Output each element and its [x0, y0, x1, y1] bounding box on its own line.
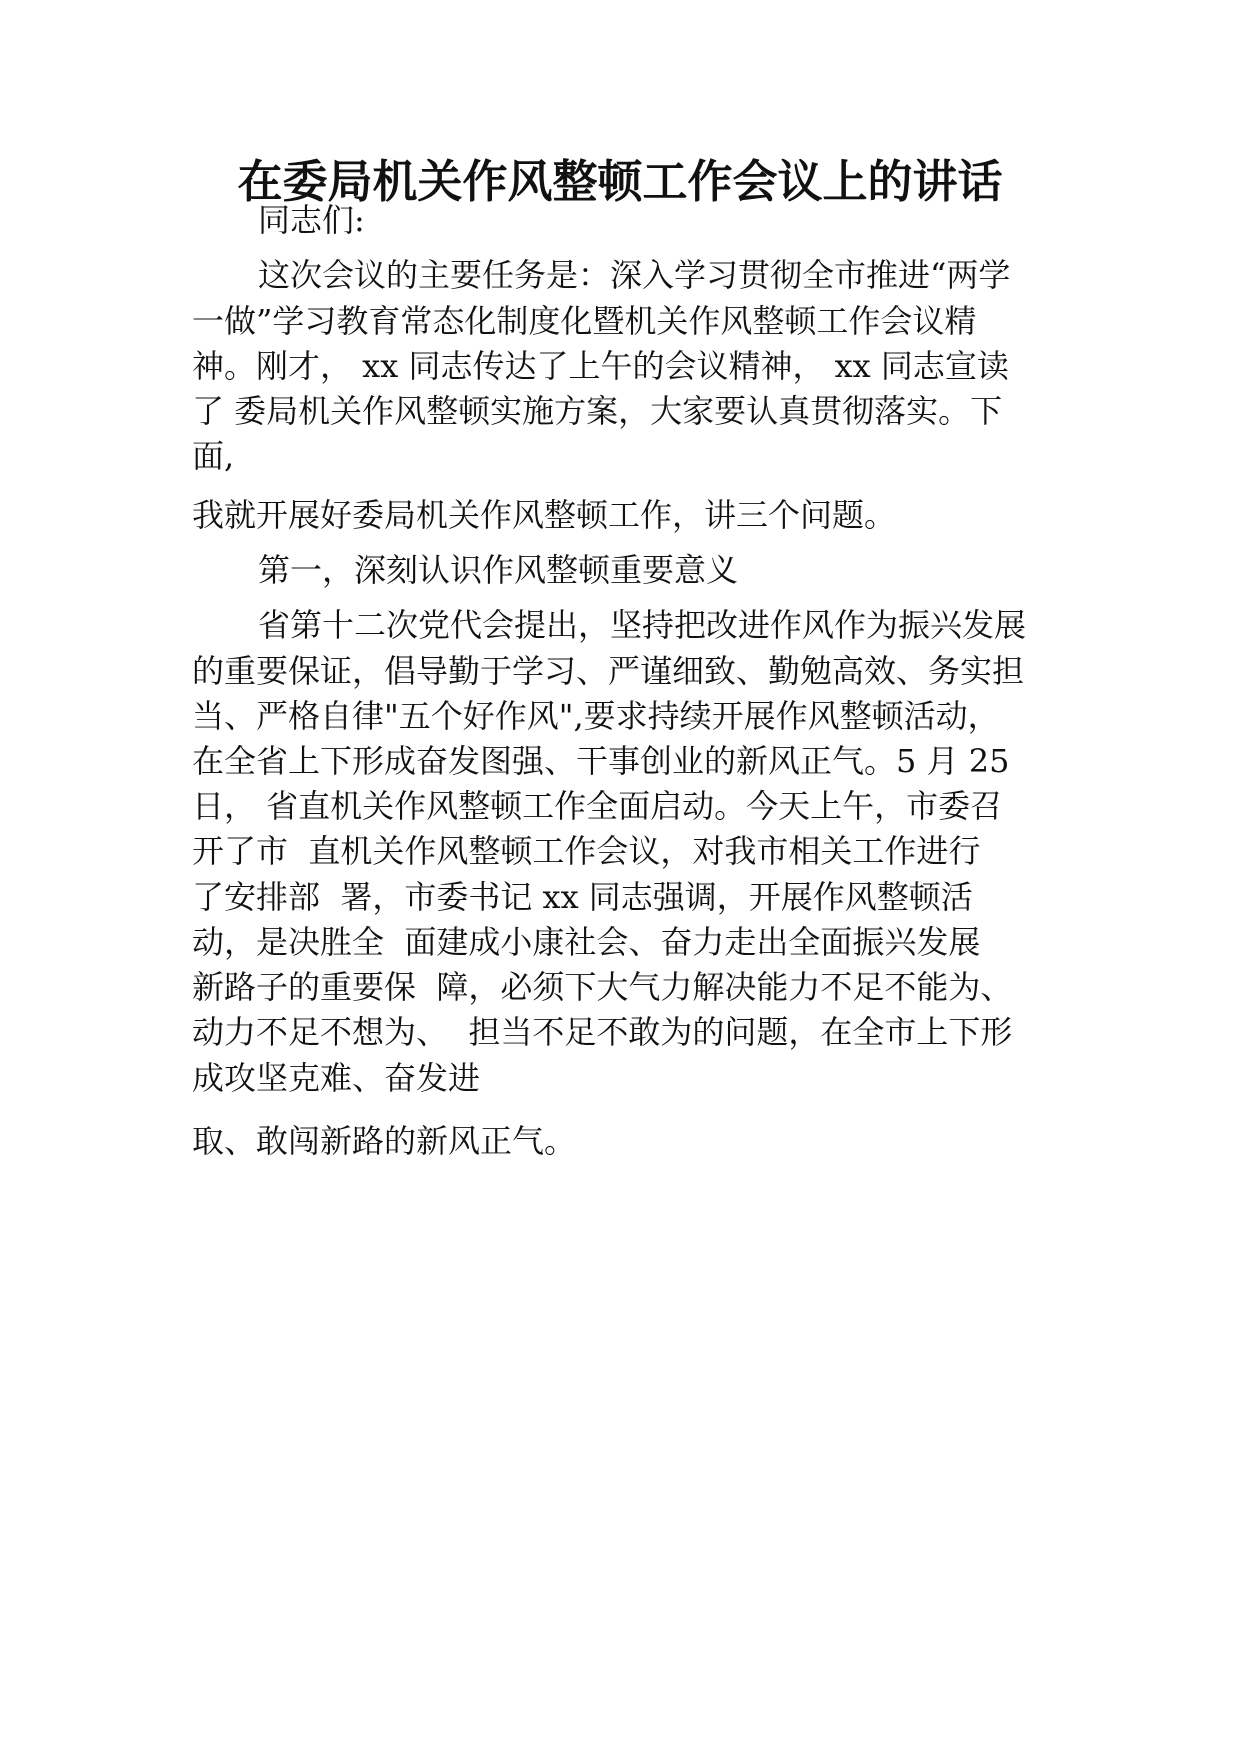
paragraph-line: 取、敢闯新路的新风正气。: [192, 1122, 577, 1160]
document-title: 在委局机关作风整顿工作会议上的讲话: [237, 155, 1003, 208]
paragraph-line: 了 委局机关作风整顿实施方案，大家要认真贯彻落实。下: [192, 392, 1003, 430]
paragraph-line: 成攻坚克难、奋发进: [192, 1059, 481, 1097]
paragraph-line: 我就开展好委局机关作风整顿工作，讲三个问题。: [192, 496, 897, 534]
paragraph-line: 面,: [192, 437, 235, 475]
paragraph-line: 动力不足不想为、 担当不足不敢为的问题，在全市上下形: [192, 1013, 1013, 1051]
paragraph-line: 了安排部 署，市委书记 xx 同志强调，开展作风整顿活: [192, 878, 973, 916]
paragraph-line: 新路子的重要保 障，必须下大气力解决能力不足不能为、: [192, 968, 1013, 1006]
paragraph-line: 省第十二次党代会提出，坚持把改进作风作为振兴发展: [258, 606, 1027, 644]
paragraph-line: 一做”学习教育常态化制度化暨机关作风整顿工作会议精: [192, 302, 977, 340]
section-heading: 第一，深刻认识作风整顿重要意义: [258, 551, 739, 589]
paragraph-line: 日， 省直机关作风整顿工作全面启动。今天上午，市委召: [192, 787, 1003, 825]
paragraph-line: 动，是决胜全 面建成小康社会、奋力走出全面振兴发展: [192, 923, 981, 961]
paragraph-line: 开了市 直机关作风整顿工作会议，对我市相关工作进行: [192, 832, 981, 870]
paragraph-line: 在全省上下形成奋发图强、干事创业的新风正气。5 月 25: [192, 742, 1010, 780]
paragraph-line: 当、严格自律"五个好作风",要求持续开展作风整顿活动，: [192, 697, 1000, 735]
paragraph-line: 这次会议的主要任务是：深入学习贯彻全市推进“两学: [258, 256, 1011, 294]
salutation: 同志们:: [258, 201, 365, 239]
paragraph-line: 神。刚才， xx 同志传达了上午的会议精神， xx 同志宣读: [192, 347, 1009, 385]
paragraph-line: 的重要保证，倡导勤于学习、严谨细致、勤勉高效、务实担: [192, 652, 1025, 690]
